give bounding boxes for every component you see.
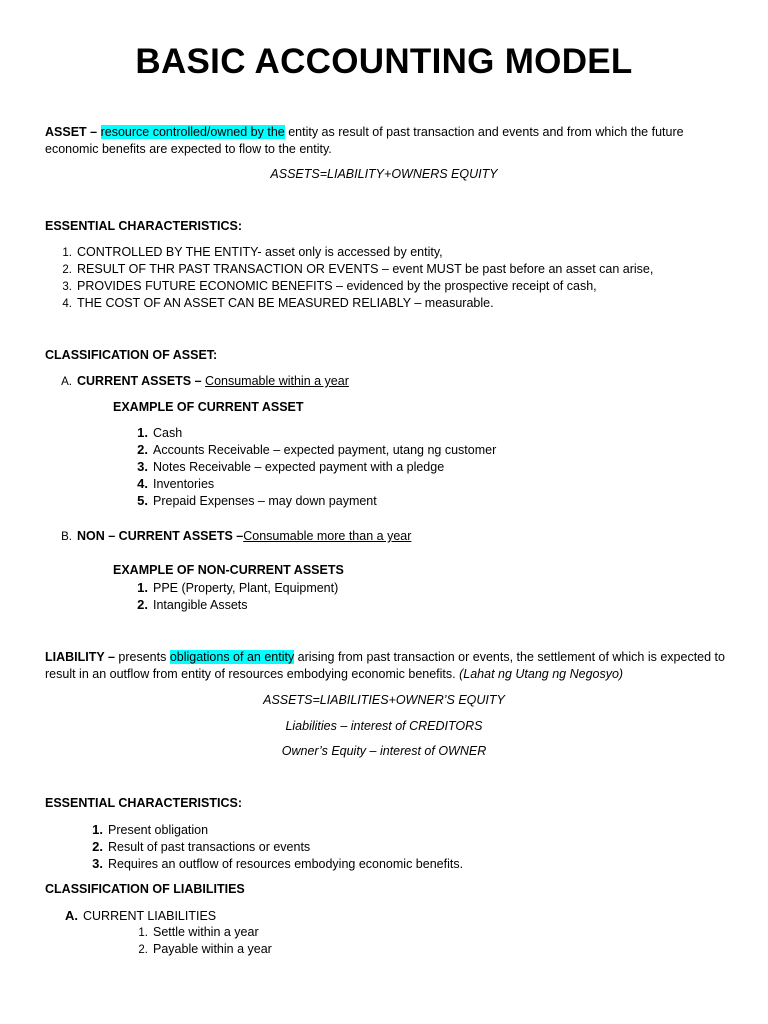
- noncurrent-asset-example-item: 2. Intangible Assets: [137, 597, 248, 612]
- noncurrent-assets-desc: Consumable more than a year: [243, 529, 412, 543]
- noncurrent-asset-example-item: 1. PPE (Property, Plant, Equipment): [137, 580, 339, 595]
- current-liabilities-row: [58, 908, 216, 923]
- asset-characteristics-heading: ESSENTIAL CHARACTERISTICS:: [45, 219, 243, 233]
- noncurrent-assets-letter: B.: [61, 531, 72, 543]
- liability-classification-heading: CLASSIFICATION OF LIABILITIES: [45, 882, 245, 896]
- liability-term: LIABILITY –: [45, 650, 115, 664]
- document-title: BASIC ACCOUNTING MODEL: [135, 42, 633, 81]
- current-liability-item: 2. Payable within a year: [138, 942, 272, 956]
- asset-characteristic-item: 2. RESULT OF THR PAST TRANSACTION OR EVENTS – event MUST be past before an asset can arise,: [62, 262, 654, 276]
- current-asset-example-item: 4. Inventories: [137, 476, 215, 491]
- liability-definition: LIABILITY – presents obligations of an entity arising from past transaction or events, the settlement of which is expected to result in an outflow from entity of resources embodying economic benefits. (Lahat ng Utang ng Negosyo): [45, 650, 725, 681]
- asset-equation: ASSETS=LIABILITY+OWNERS EQUITY: [270, 167, 498, 181]
- liability-characteristic-item: 1. Present obligation: [92, 822, 209, 837]
- current-liabilities-label: CURRENT LIABILITIES: [83, 909, 217, 923]
- current-asset-example-item: 3. Notes Receivable – expected payment with a pledge: [137, 459, 445, 474]
- current-assets-letter: A.: [61, 376, 72, 388]
- liability-characteristics-heading: ESSENTIAL CHARACTERISTICS:: [45, 796, 243, 810]
- liability-characteristic-item: 2. Result of past transactions or events: [92, 839, 311, 854]
- current-liabilities-letter: A.: [65, 908, 78, 923]
- liability-tagalog-note: (Lahat ng Utang ng Negosyo): [459, 667, 624, 681]
- current-asset-example-heading: EXAMPLE OF CURRENT ASSET: [113, 400, 304, 414]
- noncurrent-asset-example-heading: EXAMPLE OF NON-CURRENT ASSETS: [113, 563, 344, 577]
- owner-equity-note: Owner’s Equity – interest of OWNER: [281, 744, 487, 758]
- asset-term: ASSET –: [45, 125, 98, 139]
- asset-characteristic-item: 4. THE COST OF AN ASSET CAN BE MEASURED RELIABLY – measurable.: [62, 296, 494, 310]
- asset-classification-heading: CLASSIFICATION OF ASSET:: [45, 348, 218, 362]
- liability-characteristic-item: 3. Requires an outflow of resources embodying economic benefits.: [92, 856, 464, 871]
- current-asset-example-item: 5. Prepaid Expenses – may down payment: [137, 493, 377, 508]
- liability-definition-rest: arising from past transaction or events, the settlement of which is expected to result in an outflow from entity of resources embodying economic benefits.: [45, 650, 725, 681]
- asset-highlight: resource controlled/owned by the: [100, 125, 285, 139]
- current-asset-example-item: 1. Cash: [137, 425, 183, 440]
- liability-equation: ASSETS=LIABILITIES+OWNER’S EQUITY: [263, 693, 505, 707]
- noncurrent-assets-label: NON – CURRENT ASSETS –: [77, 529, 244, 543]
- asset-characteristic-item: 1. CONTROLLED BY THE ENTITY- asset only is accessed by entity,: [62, 245, 443, 259]
- current-assets-desc: Consumable within a year: [205, 374, 349, 388]
- asset-definition-rest: entity as result of past transaction and events and from which the future economic benefits are expected to flow to the entity.: [45, 125, 684, 156]
- liabilities-note: Liabilities – interest of CREDITORS: [285, 719, 483, 733]
- liability-highlight: obligations of an entity: [169, 650, 295, 664]
- asset-characteristic-item: 3. PROVIDES FUTURE ECONOMIC BENEFITS – evidenced by the prospective receipt of cash,: [62, 279, 597, 293]
- current-asset-example-item: 2. Accounts Receivable – expected payment, utang ng customer: [137, 442, 497, 457]
- current-assets-label: CURRENT ASSETS –: [77, 374, 202, 388]
- current-liability-item: 1. Settle within a year: [138, 925, 259, 939]
- noncurrent-assets-row: [52, 529, 411, 543]
- current-assets-row: [52, 374, 349, 388]
- asset-definition: [45, 124, 735, 158]
